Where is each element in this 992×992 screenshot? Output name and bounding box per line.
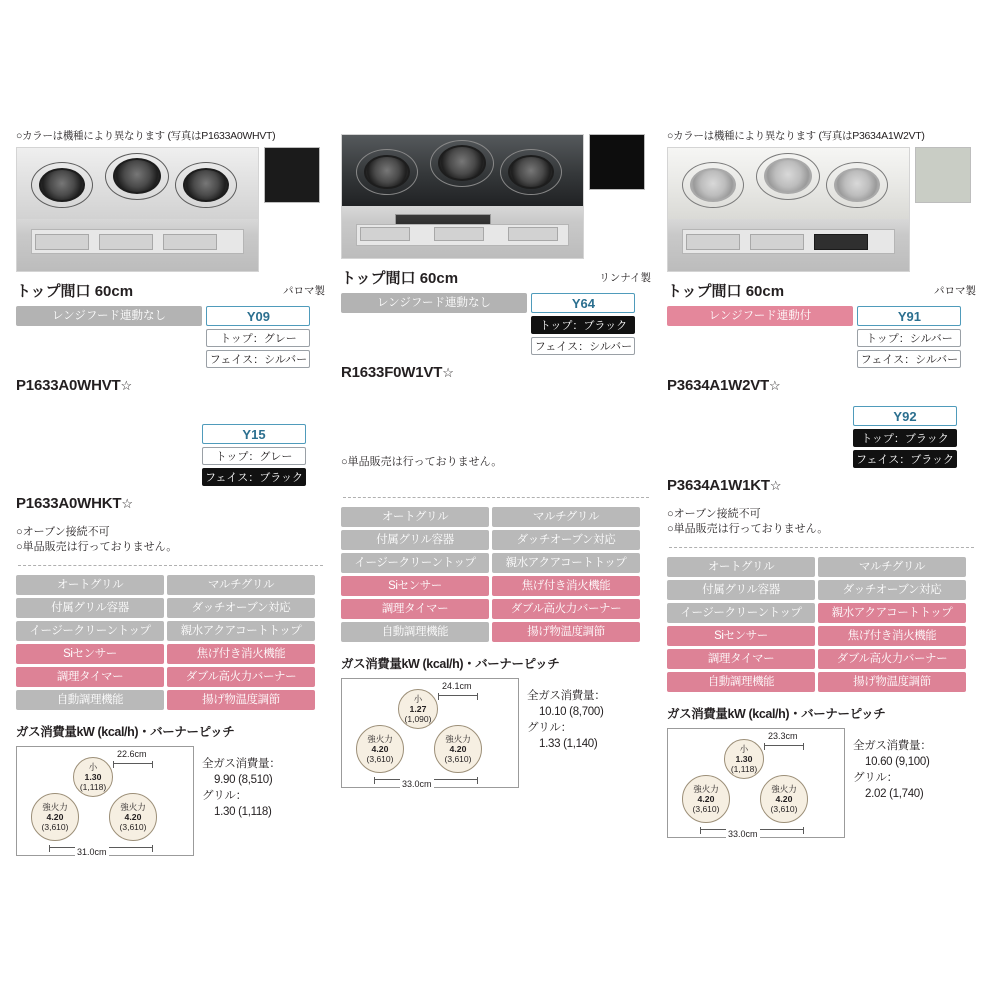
- burner-kw: 4.20: [697, 794, 715, 804]
- color-note: ○カラーは機種により異なります (写真はP3634A1W2VT): [667, 130, 925, 142]
- feature-chip: 親水アクアコートトップ: [818, 603, 966, 623]
- feature-chip: イージークリーントップ: [341, 553, 489, 573]
- face-color-tag: フェイス：シルバー: [206, 350, 310, 368]
- burner-kw: 1.27: [409, 704, 427, 714]
- feature-chip: マルチグリル: [492, 507, 640, 527]
- feature-chip: 調理タイマー: [667, 649, 815, 669]
- total-gas-label: 全ガス消費量：: [202, 758, 281, 770]
- feature-chip: 親水アクアコートトップ: [492, 553, 640, 573]
- feature-chip: 自動調理機能: [667, 672, 815, 692]
- pitch-vertical: 24.1cm: [442, 681, 472, 691]
- burner-kcal: (3,610): [41, 822, 69, 832]
- feature-chip: イージークリーントップ: [667, 603, 815, 623]
- product-column-2: [333, 130, 659, 856]
- burner-name: 強火力: [367, 734, 393, 744]
- burner-kw: 4.20: [371, 744, 389, 754]
- burner-left: [356, 725, 404, 773]
- color-code-box-1: [531, 293, 635, 355]
- feature-chip: 付属グリル容器: [16, 598, 164, 618]
- feature-chip: ダッチオーブン対応: [167, 598, 315, 618]
- color-swatch: [264, 147, 320, 203]
- model-number-1: [16, 377, 216, 394]
- grill-label: グリル：: [853, 772, 898, 784]
- feature-chip: 自動調理機能: [16, 690, 164, 710]
- feature-chip: 付属グリル容器: [667, 580, 815, 600]
- notes-block: [667, 507, 976, 537]
- color-code: Y91: [857, 306, 961, 326]
- top-color-tag: トップ：シルバー: [857, 329, 961, 347]
- grill-value: 1.30 (1,118): [214, 806, 272, 818]
- gas-section: [341, 678, 651, 788]
- model-text: P3634A1W2VT: [667, 377, 770, 394]
- burner-diagram: [341, 678, 519, 788]
- total-gas-value: 10.60 (9,100): [865, 756, 930, 768]
- color-code: Y64: [531, 293, 635, 313]
- top-width-label: トップ間口 60cm: [341, 270, 459, 287]
- product-column-1: [8, 130, 333, 856]
- gas-section: [16, 746, 325, 856]
- burner-kcal: (1,118): [79, 782, 107, 792]
- note-line: ○オーブン接続不可: [667, 508, 761, 520]
- model-star: ☆: [769, 378, 781, 393]
- feature-grid: [16, 575, 325, 710]
- top-color-tag: トップ：グレー: [202, 447, 306, 465]
- pitch-horizontal: 33.0cm: [728, 829, 758, 839]
- burner-kcal: (3,610): [119, 822, 147, 832]
- notes-block: [16, 525, 325, 555]
- burner-name: 強火力: [771, 784, 797, 794]
- model-star: ☆: [442, 365, 454, 380]
- burner-diagram: [16, 746, 194, 856]
- maker-label: リンナイ製: [599, 272, 651, 284]
- burner-left: [682, 775, 730, 823]
- face-color-tag: フェイス：シルバー: [531, 337, 635, 355]
- feature-chip: ダッチオーブン対応: [492, 530, 640, 550]
- feature-chip: マルチグリル: [167, 575, 315, 595]
- note-line: ○単品販売は行っておりません。: [667, 523, 829, 535]
- pitch-horizontal: 31.0cm: [77, 847, 107, 857]
- feature-chip: マルチグリル: [818, 557, 966, 577]
- burner-diagram: [667, 728, 845, 838]
- feature-chip: 付属グリル容器: [341, 530, 489, 550]
- color-code: Y09: [206, 306, 310, 326]
- burner-center: [724, 739, 764, 779]
- grill-label: グリル：: [202, 790, 247, 802]
- color-swatch: [589, 134, 645, 190]
- feature-chip: 調理タイマー: [16, 667, 164, 687]
- feature-chip: 焦げ付き消火機能: [492, 576, 640, 596]
- burner-right: [760, 775, 808, 823]
- maker-label: パロマ製: [934, 285, 976, 297]
- burner-name: 強火力: [120, 802, 146, 812]
- pitch-horizontal: 33.0cm: [402, 779, 432, 789]
- feature-chip: ダブル高火力バーナー: [167, 667, 315, 687]
- model-star: ☆: [121, 496, 133, 511]
- burner-kcal: (3,610): [770, 804, 798, 814]
- burner-center: [398, 689, 438, 729]
- feature-chip: 親水アクアコートトップ: [167, 621, 315, 641]
- product-columns: [8, 130, 984, 856]
- color-code-box-1: [206, 306, 310, 368]
- model-text: P3634A1W1KT: [667, 477, 770, 494]
- feature-chip: 揚げ物温度調節: [818, 672, 966, 692]
- burner-center: [73, 757, 113, 797]
- face-color-tag: フェイス：シルバー: [857, 350, 961, 368]
- feature-chip: オートグリル: [16, 575, 164, 595]
- product-column-3: [659, 130, 984, 856]
- model-text: R1633F0W1VT: [341, 364, 443, 381]
- feature-chip: ダッチオーブン対応: [818, 580, 966, 600]
- photo-row: [667, 147, 976, 272]
- color-code-box-2: [202, 424, 306, 486]
- color-note: ○カラーは機種により異なります (写真はP1633A0WHVT): [16, 130, 276, 142]
- burner-kw: 4.20: [46, 812, 64, 822]
- burner-name: 強火力: [445, 734, 471, 744]
- cooktop-photo: [16, 147, 259, 272]
- burner-name: 小: [88, 762, 98, 772]
- feature-chip: 揚げ物温度調節: [492, 622, 640, 642]
- feature-chip: 揚げ物温度調節: [167, 690, 315, 710]
- divider: [18, 565, 323, 566]
- pitch-vertical: 22.6cm: [117, 749, 147, 759]
- face-color-tag: フェイス：ブラック: [853, 450, 957, 468]
- feature-chip: ダブル高火力バーナー: [492, 599, 640, 619]
- burner-right: [109, 793, 157, 841]
- burner-kcal: (1,090): [404, 714, 432, 724]
- top-color-tag: トップ：グレー: [206, 329, 310, 347]
- grill-label: グリル：: [527, 722, 572, 734]
- divider: [343, 497, 649, 498]
- hood-link-badge: レンジフード連動付: [667, 306, 853, 326]
- burner-name: 小: [413, 694, 423, 704]
- note-line: ○オーブン接続不可: [16, 526, 110, 538]
- burner-kw: 4.20: [775, 794, 793, 804]
- divider: [669, 547, 974, 548]
- photo-row: [341, 134, 651, 259]
- feature-chip: イージークリーントップ: [16, 621, 164, 641]
- burner-right: [434, 725, 482, 773]
- photo-row: [16, 147, 325, 272]
- burner-name: 強火力: [42, 802, 68, 812]
- model-star: ☆: [769, 478, 782, 493]
- pitch-vertical: 23.3cm: [768, 731, 798, 741]
- burner-kw: 1.30: [84, 772, 102, 782]
- feature-chip: Siセンサー: [16, 644, 164, 664]
- feature-chip: 焦げ付き消火機能: [818, 626, 966, 646]
- top-color-tag: トップ：ブラック: [531, 316, 635, 334]
- burner-kw: 4.20: [124, 812, 142, 822]
- top-width-label: トップ間口 60cm: [667, 283, 785, 300]
- feature-grid: [667, 557, 976, 692]
- note-line: ○単品販売は行っておりません。: [341, 456, 503, 468]
- gas-section-title: ガス消費量kW (kcal/h)・バーナーピッチ: [667, 707, 886, 721]
- burner-name: 小: [739, 744, 749, 754]
- grill-value: 1.33 (1,140): [539, 738, 598, 750]
- burner-kcal: (1,118): [730, 764, 758, 774]
- face-color-tag: フェイス：ブラック: [202, 468, 306, 486]
- gas-section-title: ガス消費量kW (kcal/h)・バーナーピッチ: [341, 657, 560, 671]
- color-swatch: [915, 147, 971, 203]
- gas-section: [667, 728, 976, 838]
- gas-values: [527, 678, 605, 788]
- cooktop-photo: [341, 134, 584, 259]
- model-text: P1633A0WHVT: [16, 377, 121, 394]
- gas-values: [202, 746, 280, 856]
- feature-chip: 自動調理機能: [341, 622, 489, 642]
- burner-left: [31, 793, 79, 841]
- feature-chip: オートグリル: [341, 507, 489, 527]
- color-code-box-2: [853, 406, 957, 468]
- burner-kcal: (3,610): [366, 754, 394, 764]
- total-gas-value: 9.90 (8,510): [214, 774, 273, 786]
- top-color-tag: トップ：ブラック: [853, 429, 957, 447]
- burner-kcal: (3,610): [692, 804, 720, 814]
- cooktop-photo: [667, 147, 910, 272]
- model-number-1: [341, 364, 541, 381]
- maker-label: パロマ製: [283, 285, 325, 297]
- top-width-label: トップ間口 60cm: [16, 283, 134, 300]
- hood-link-badge: レンジフード連動なし: [16, 306, 202, 326]
- model-number-2: [667, 477, 867, 494]
- burner-kcal: (3,610): [444, 754, 472, 764]
- notes-block: [341, 455, 651, 470]
- total-gas-label: 全ガス消費量：: [527, 690, 606, 702]
- feature-chip: 調理タイマー: [341, 599, 489, 619]
- feature-chip: Siセンサー: [341, 576, 489, 596]
- color-code-box-1: [857, 306, 961, 368]
- feature-chip: オートグリル: [667, 557, 815, 577]
- hood-link-badge: レンジフード連動なし: [341, 293, 527, 313]
- color-code: Y92: [853, 406, 957, 426]
- total-gas-label: 全ガス消費量：: [853, 740, 932, 752]
- total-gas-value: 10.10 (8,700): [539, 706, 604, 718]
- model-star: ☆: [120, 378, 132, 393]
- burner-kw: 1.30: [735, 754, 753, 764]
- feature-grid: [341, 507, 651, 642]
- model-number-1: [667, 377, 867, 394]
- burner-kw: 4.20: [449, 744, 467, 754]
- burner-name: 強火力: [693, 784, 719, 794]
- feature-chip: 焦げ付き消火機能: [167, 644, 315, 664]
- feature-chip: ダブル高火力バーナー: [818, 649, 966, 669]
- gas-values: [853, 728, 931, 838]
- model-number-2: [16, 495, 216, 512]
- color-code: Y15: [202, 424, 306, 444]
- feature-chip: Siセンサー: [667, 626, 815, 646]
- grill-value: 2.02 (1,740): [865, 788, 924, 800]
- note-line: ○単品販売は行っておりません。: [16, 541, 178, 553]
- gas-section-title: ガス消費量kW (kcal/h)・バーナーピッチ: [16, 725, 235, 739]
- model-text: P1633A0WHKT: [16, 495, 122, 512]
